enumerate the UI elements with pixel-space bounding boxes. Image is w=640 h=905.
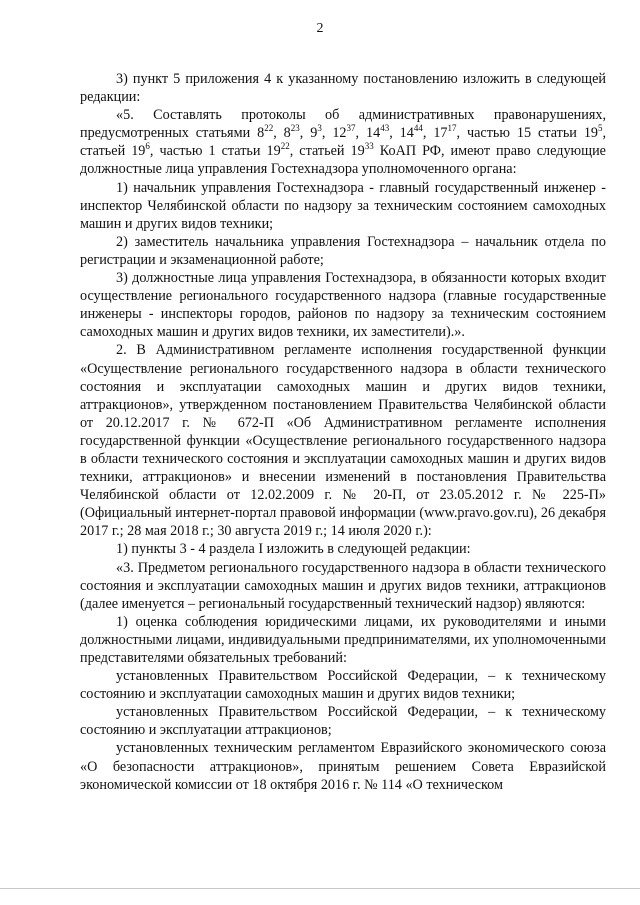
text-segment: , 9 [299, 125, 318, 142]
superscript: 22 [280, 141, 290, 152]
document-body [80, 70, 606, 794]
text-segment: установленных Правительством Российской Федерации, – к техническому состоянию и эксплуатации аттракционов; [80, 704, 606, 739]
paragraph-p6 [80, 341, 606, 540]
text-segment: , частью 1 статьи 19 [149, 143, 281, 160]
paragraph-p8 [80, 559, 606, 613]
text-segment: , частью 15 статьи 19 [456, 125, 599, 142]
superscript: 37 [346, 123, 356, 134]
text-segment: 1) пункты 3 - 4 раздела I изложить в следующей редакции: [116, 541, 471, 558]
superscript: 43 [380, 123, 390, 134]
paragraph-p10 [80, 667, 606, 703]
text-segment: установленных техническим регламентом Евразийского экономического союза «О безопасности аттракционов», принятым решением Совета Евразийской экономической комиссии от 18 октября 2016 г. № 114 «О техническом [80, 740, 606, 793]
paragraph-p4 [80, 233, 606, 269]
text-segment: 1) оценка соблюдения юридическими лицами, их руководителями и иными должностными лицами, индивидуальными предпринимателями, их уполномоченными представителями обязательных требований: [80, 613, 606, 666]
text-segment: «3. Предметом регионального государственного надзора в области технического состояния и эксплуатации самоходных машин и других видов техники, аттракционов (далее именуется – региональный государственный технический надзор) являются: [80, 559, 606, 612]
paragraph-p2 [80, 106, 606, 178]
text-segment: 3) должностные лица управления Гостехнадзора, в обязанности которых входит осуществление регионального государственного надзора (главные государственные инженеры - инспекторы городов, районов по надзору за техническим состоянием самоходных машин и других видов техники, их заместители).». [80, 270, 606, 341]
superscript: 6 [145, 141, 150, 152]
text-segment: , 12 [321, 125, 347, 142]
page-bottom-divider [0, 888, 640, 889]
paragraph-p9 [80, 613, 606, 667]
superscript: 33 [364, 141, 374, 152]
paragraph-p3 [80, 179, 606, 233]
paragraph-p7 [80, 540, 606, 558]
paragraph-p5 [80, 269, 606, 341]
text-segment: , статьей 19 [289, 143, 365, 160]
page-number: 2 [316, 21, 324, 36]
text-segment: установленных Правительством Российской Федерации, – к техническому состоянию и эксплуатации самоходных машин и других видов техники; [80, 668, 606, 703]
text-segment: 3) пункт 5 приложения 4 к указанному постановлению изложить в следующей редакции: [80, 71, 606, 106]
text-segment: «5. Составлять протоколы об административных правонарушениях, предусмотренных статьями 8 [80, 107, 606, 142]
text-segment: КоАП РФ, имеют право следующие должностные лица управления Гостехнадзора уполномоченного органа: [80, 143, 606, 178]
paragraph-p12 [80, 739, 606, 793]
superscript: 44 [413, 123, 423, 134]
superscript: 5 [598, 123, 603, 134]
paragraph-p11 [80, 703, 606, 739]
superscript: 17 [447, 123, 457, 134]
superscript: 22 [264, 123, 274, 134]
text-segment: , 14 [355, 125, 381, 142]
text-segment: , статьей 19 [80, 125, 607, 160]
text-segment: 1) начальник управления Гостехнадзора - главный государственный инженер - инспектор Челябинской области по надзору за техническим состоянием самоходных машин и других видов техники; [80, 179, 606, 232]
text-segment: 2. В Административном регламенте исполнения государственной функции «Осуществление регионального государственного надзора в области технического состояния и эксплуатации самоходных машин и других видов техники, аттракционов», утвержденном постановлением Правительства Челябинской области от 20.12.2017 г. № 672-П «Об Административном регламенте исполнения государственной функции «Осуществление регионального государственного надзора в области технического состояния и эксплуатации самоходных машин и других видов техники, аттракционов» и внесении изменений в постановления Правительства Челябинской области от 12.02.2009 г. № 20-П, от 23.05.2012 г. № 225-П» (Официальный интернет-портал правовой информации (www.pravo.gov.ru), 26 декабря 2017 г.; 28 мая 2018 г.; 30 августа 2019 г.; 14 июля 2020 г.): [80, 342, 606, 540]
paragraph-p1 [80, 70, 606, 106]
superscript: 3 [317, 123, 322, 134]
text-segment: , 8 [273, 125, 291, 142]
text-segment: 2) заместитель начальника управления Гостехнадзора – начальник отдела по регистрации и экзаменационной работе; [80, 233, 606, 268]
text-segment: , 17 [422, 125, 448, 142]
text-segment: , 14 [389, 125, 414, 142]
superscript: 23 [290, 123, 300, 134]
